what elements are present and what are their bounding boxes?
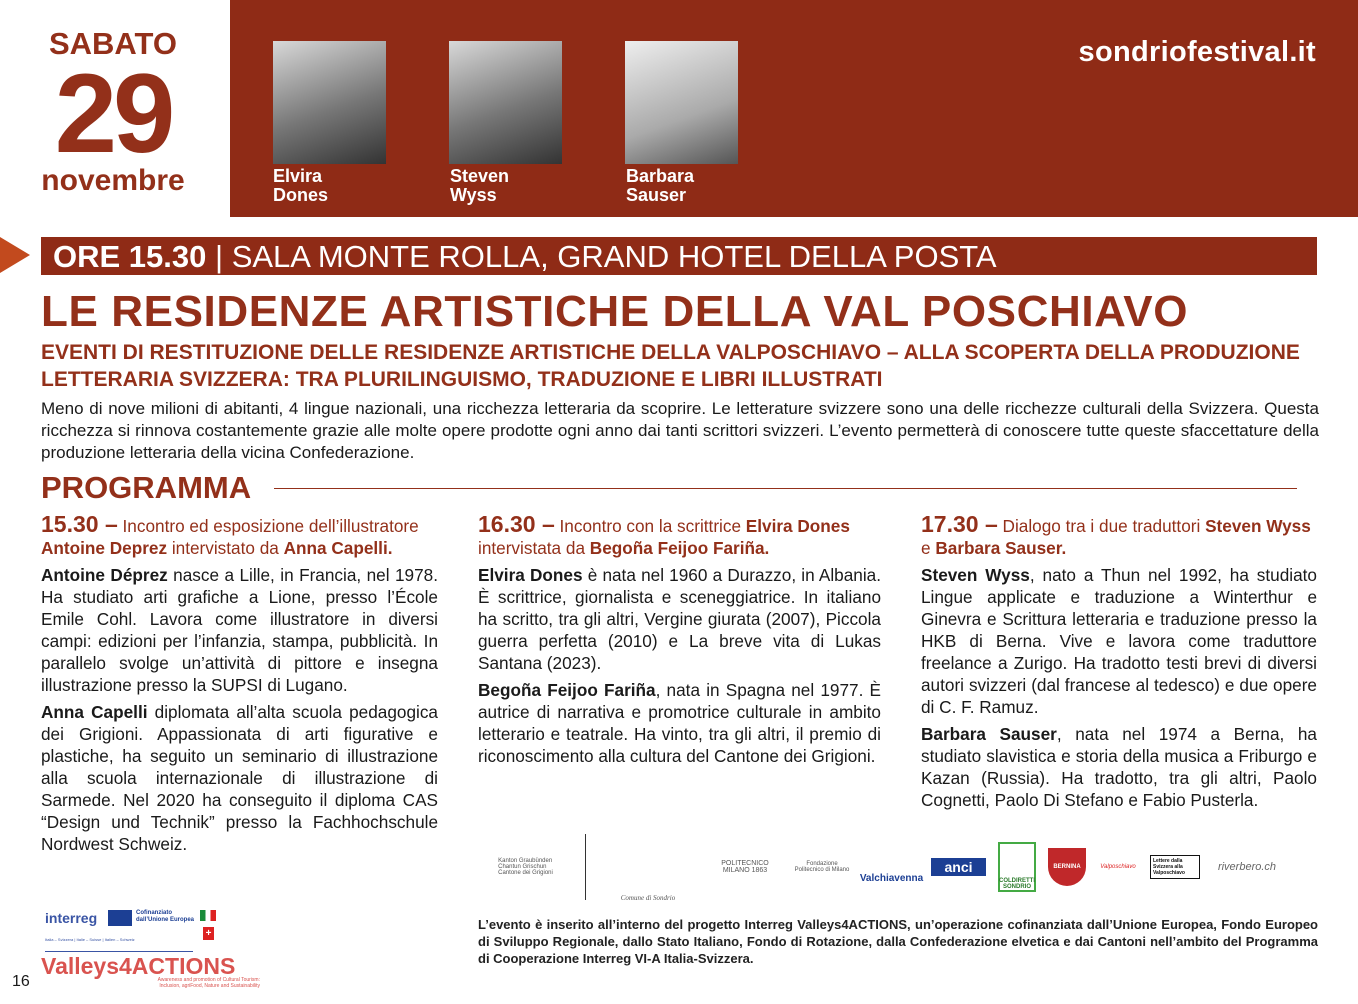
site-url[interactable]: sondriofestival.it: [1078, 36, 1316, 68]
italy-flag-icon: [200, 910, 216, 921]
speaker-name: Steven Wyss: [450, 166, 510, 205]
divider: [585, 834, 586, 900]
page-number: 16: [12, 973, 30, 990]
eu-flag-icon: [108, 910, 132, 926]
divider: [274, 488, 1297, 489]
speaker-photo: [273, 41, 386, 164]
date-weekday: SABATO: [48, 26, 178, 61]
speaker-photo: [625, 41, 738, 164]
event-title: LE RESIDENZE ARTISTICHE DELLA VAL POSCHIAVO: [41, 287, 1189, 336]
logo-lettere: Lettere dalla Svizzera alla Valposchiavo: [1150, 855, 1200, 879]
date-day: 29: [54, 51, 172, 176]
date-month: novembre: [41, 164, 185, 197]
speaker-name: Barbara Sauser: [626, 166, 695, 205]
logo-sondrio: Comune di Sondrio: [620, 894, 676, 902]
divider: [45, 951, 193, 952]
arrow-icon: [0, 237, 30, 273]
logo-valchiavenna: Valchiavenna: [859, 873, 924, 884]
logo-polimi: POLITECNICO MILANO 1863: [721, 860, 769, 874]
interreg-logo: interreg: [45, 910, 98, 926]
logo-riverbero: riverbero.ch: [1217, 861, 1277, 873]
programme-column: 17.30 – Dialogo tra i due traduttori Steven Wyss e Barbara Sauser. Steven Wyss, nato a Thun nel 1992, ha studiato Lingue applicate e traduzione a Winterthur e Ginevra e Scrittura letteraria e traduzione presso la HKB di Berna. Vive e lavora come traduttore freelance a Zurigo. Ha tradotto testi brevi di diversi autori svizzeri (dal francese al tedesco) e due opere di C. F. Ramuz. Barbara Sauser, nata nel 1974 a Berna, ha studiato slavistica e storia della musica a Friburgo e Kazan (Russia). Ha tradotto, tra gli altri, Paolo Cognetti, Paolo Di Stefano e Fabio Pusterla.: [921, 511, 1317, 810]
speaker-name: Elvira Dones: [273, 166, 329, 205]
event-time-venue-bar: ORE 15.30 | SALA MONTE ROLLA, GRAND HOTEL DELLA POSTA: [41, 237, 1317, 275]
programme-column: 15.30 – Incontro ed esposizione dell’illustratore Antoine Deprez intervistato da Anna Capelli. Antoine Déprez nasce a Lille, in Francia, nel 1978. Ha studiato arti grafiche a Lione, presso l’École Emile Cohl. Lavora come illustratore in diversi campi: edizioni per l’infanzia, stampa, pubblicità. In parallelo svolge un’attività di pittore e insegna illustrazione presso la SUPSI di Lugano. Anna Capelli diplomata all’alta scuola pedagogica dei Grigioni. Appassionata di arti figurative e plastiche, ha seguito un seminario di illustrazione alla scuola internazionale di illustrazione di Sarmede. Nel 2020 ha conseguito il diploma CAS “Design und Technik” presso la Fachhochschule Nordwest Schweiz.: [41, 511, 439, 854]
logo-anci: anci: [931, 858, 986, 876]
programme-column: 16.30 – Incontro con la scrittrice Elvira Dones intervistata da Begoña Feijoo Fariña. Elvira Dones è nata nel 1960 a Durazzo, in Albania. È scrittrice, giornalista e sceneggiatrice. In italiano ha scritto, tra gli altri, Vergine giurata (2007), Piccola guerra perfetta (2010) e La breve vita di Lukas Santana (2023). Begoña Feijoo Fariña, nata in Spagna nel 1977. È autrice di narrativa e promotrice culturale in ambito letterario e teatrale. Ha vinto, tra gli altri, il premio di riconoscimento alla cultura del Cantone dei Grigioni.: [478, 511, 881, 766]
valleys4actions-tagline: Awareness and promotion of Cultural Tourism: Inclusion, agriFood, Nature and Sustainability: [157, 977, 260, 989]
programma-heading: PROGRAMMA: [41, 470, 252, 505]
logo-grigioni: Kanton Graubünden Chantun Grischun Cantone dei Grigioni: [498, 858, 553, 876]
footnote: L’evento è inserito all’interno del progetto Interreg Valleys4ACTIONS, un’operazione cofinanziata dall’Unione Europea, Fondo Europeo di Sviluppo Regionale, dallo Stato Italiano, Fondo di Rotazione, dalla Confederazione elvetica e dai Cantoni nell’ambito del Programma di Cooperazione Interreg VI-A Italia-Svizzera.: [478, 917, 1318, 966]
event-subtitle: EVENTI DI RESTITUZIONE DELLE RESIDENZE ARTISTICHE DELLA VALPOSCHIAVO – ALLA SCOPERTA DELLA PRODUZIONE LETTERARIA SVIZZERA: TRA PLURILINGUISMO, TRADUZIONE E LIBRI ILLUSTRATI: [41, 341, 1300, 391]
eu-cofinancing: Cofinanziato dall’Unione Europea: [136, 910, 195, 923]
event-intro: Meno di nove milioni di abitanti, 4 lingue nazionali, una ricchezza letteraria da scoprire. Le letterature svizzere sono una delle ricchezze culturali della Svizzera. Questa ricchezza si rinnova costantemente grazie alle molte opere prodotte ogni anno dai tanti scrittori svizzeri. L’evento permetterà di conoscere tutte queste sfaccettature della produzione letteraria della vicina Confederazione.: [41, 399, 1319, 462]
logo-valposchiavo: Valposchiavo: [1100, 864, 1136, 870]
logo-bernina: BERNINA: [1048, 848, 1086, 886]
logo-fondazione: Fondazione Politecnico di Milano: [794, 861, 850, 873]
partner-logos: [478, 832, 1318, 902]
valleys4actions-logo: Valleys4ACTIONS: [41, 953, 236, 979]
speaker-photo: [449, 41, 562, 164]
swiss-flag-icon: +: [203, 927, 214, 940]
logo-coldiretti: COLDIRETTI SONDRIO: [998, 842, 1036, 892]
interreg-subtitle: Italia – Svizzera | Italie – Suisse | Italien – Schweiz: [45, 937, 135, 942]
